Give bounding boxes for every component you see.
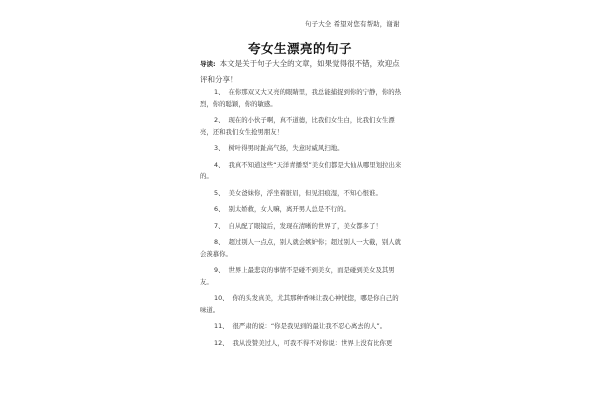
- intro-lead-label: 导读:: [200, 60, 216, 68]
- list-item-number: 11、: [214, 322, 229, 330]
- list-item: [200, 188, 402, 200]
- sentence-list: [200, 87, 402, 354]
- list-item: [200, 221, 402, 233]
- list-item-number: 7、: [214, 221, 225, 230]
- list-item: [200, 338, 402, 350]
- list-item-text: 现在的小伙子啊，真不道德，比我们女生白，比我们女生漂亮，还和我们女生抢男朋友！: [200, 116, 395, 136]
- list-item-number: 4、: [214, 160, 225, 169]
- list-item-text: 世界上最悲哀的事情不是碰不到美女，而是碰到美女及其男友。: [200, 266, 395, 286]
- list-item-number: 8、: [214, 238, 225, 246]
- list-item: [200, 87, 402, 110]
- list-item-text: 在你那双又大又亮的眼睛里，我总能捕捉到你的宁静，你的热烈，你的聪颖，你的敏感。: [200, 88, 402, 108]
- list-item-number: 2、: [214, 116, 225, 124]
- list-item: [200, 143, 402, 155]
- article-intro: [200, 56, 402, 87]
- list-item: [200, 321, 402, 333]
- list-item-number: 12、: [214, 338, 229, 347]
- header-note: 句子大全 希望对您有帮助，谢谢: [305, 20, 400, 28]
- list-item: [200, 237, 402, 260]
- intro-text: 本文是关于句子大全的文章，如果觉得很不错，欢迎点评和分享！: [200, 59, 400, 84]
- list-item-text: 我从没赞美过人，可我不得不对你说：世界上没有比你更: [232, 338, 393, 347]
- list-item: [200, 115, 402, 138]
- list-item-text: 别太娇救，女人嘛，离开男人总是不行的。: [228, 205, 350, 213]
- list-item-number: 1、: [214, 88, 225, 96]
- article-title: 夸女生漂亮的句子: [247, 41, 352, 56]
- list-item-text: 超过别人一点点，别人就会嫉妒你；超过别人一大截，别人就会羡慕你。: [200, 238, 402, 258]
- list-item-number: 6、: [214, 205, 225, 213]
- list-item-number: 5、: [214, 188, 225, 197]
- list-item: [200, 265, 402, 288]
- list-item-text: 树叶得男时趾高气扬，失意时威风扫地。: [228, 144, 344, 152]
- list-item: [200, 160, 402, 183]
- list-item-text: 自从配了眼镜后，发现在清晰的世界了，美女都多了！: [228, 221, 382, 230]
- list-item-number: 10、: [214, 294, 229, 302]
- list-item-text: 很严肃的说：“你是我见到的最让我不忍心离去的人”。: [232, 322, 387, 330]
- list-item: [200, 204, 402, 216]
- list-item-number: 9、: [214, 266, 225, 274]
- list-item-text: 你的头发真美，尤其那种香味让我心神恍惚，哪是你自己的味道。: [200, 294, 399, 314]
- list-item-text: 美女爸妹你，浮坐着脏眉，但见泪痕湿，不知心恨谁。: [228, 188, 382, 197]
- list-item-text: 我真不知道这些“天洋青播型”美女们都是大仙从哪里划拉出来的。: [200, 160, 402, 180]
- list-item-number: 3、: [214, 144, 225, 152]
- list-item: [200, 293, 402, 316]
